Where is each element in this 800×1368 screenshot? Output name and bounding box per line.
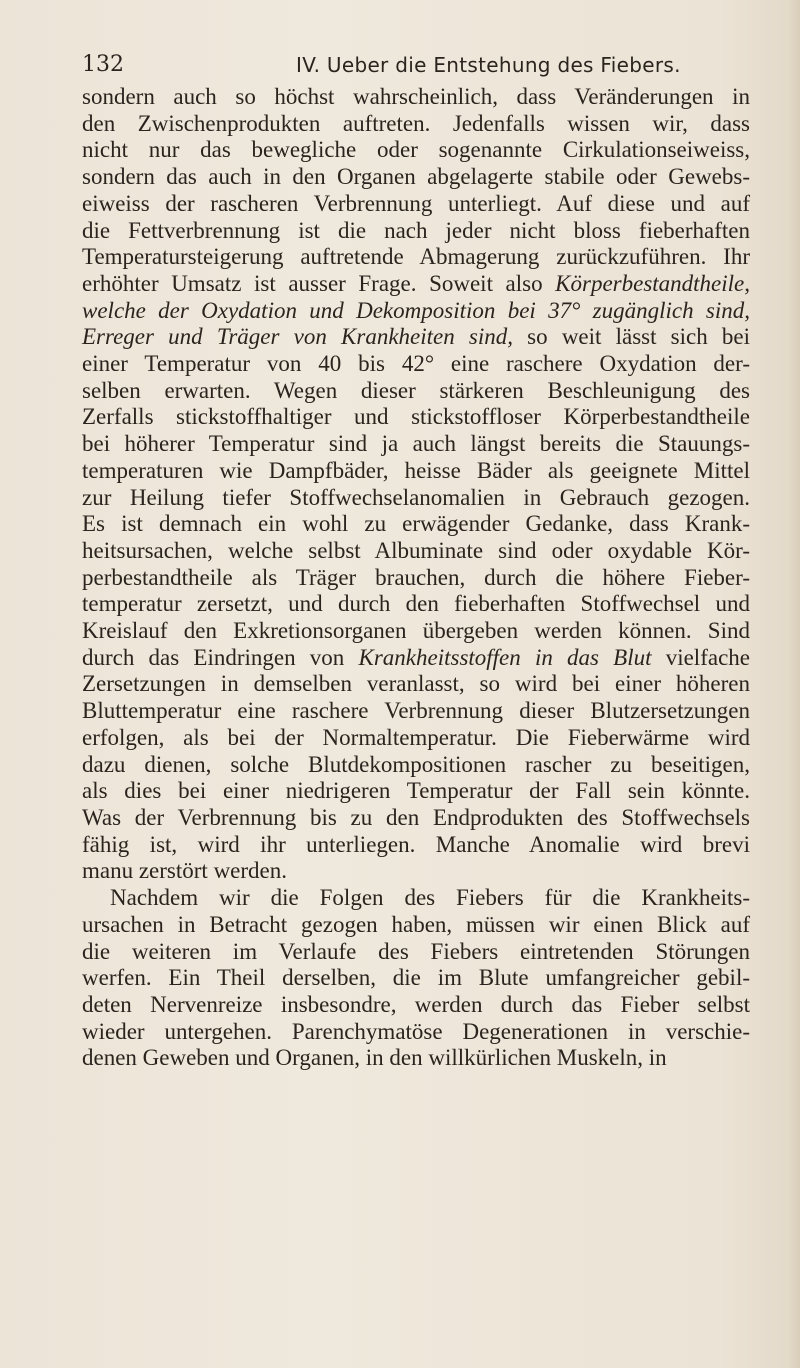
text-line [82,591,750,618]
text-segment: selben erwarten. Wegen dieser stärkeren Beschleunigung des [82,377,750,403]
text-line [82,271,750,298]
text-line [82,858,750,885]
text-segment: Nachdem wir die Folgen des Fiebers für die Krankheits- [110,885,750,911]
text-segment: Was der Verbrennung bis zu den Endprodukten des Stoffwechsels [82,804,750,830]
text-line [82,378,750,405]
text-line [82,725,750,752]
text-line [82,992,750,1019]
text-segment: manu zerstört werden. [82,858,288,884]
text-segment: eiweiss der rascheren Verbrennung unterliegt. Auf diese und auf [82,190,750,216]
text-segment: deten Nervenreize insbesondre, werden durch das Fieber selbst [82,991,750,1017]
text-segment: temperatur zersetzt, und durch den fieberhaften Stoffwechsel und [82,591,750,617]
italic-segment: Körperbestandtheile, [555,270,750,296]
text-segment: die weiteren im Verlaufe des Fiebers eintretenden Störungen [82,938,750,964]
text-line [82,885,750,912]
text-segment: ursachen in Betracht gezogen haben, müssen wir einen Blick auf [82,911,750,937]
italic-segment: Krankheitsstoffen in das Blut [358,644,652,670]
text-segment: Es ist demnach ein wohl zu erwägender Gedanke, dass Krank- [82,511,750,537]
text-segment: werfen. Ein Theil derselben, die im Blute umfangreicher gebil- [82,965,750,991]
text-line [82,965,750,992]
text-line [82,298,750,325]
text-line [82,111,750,138]
text-segment: dazu dienen, solche Blutdekompositionen rascher zu beseitigen, [82,751,750,777]
page-edge [786,0,800,1368]
text-line [82,191,750,218]
text-segment: als dies bei einer niedrigeren Temperatur der Fall sein könnte. [82,778,750,804]
italic-segment: Erreger und Träger von Krankheiten sind, [82,324,513,350]
page-number: 132 [82,52,124,77]
text-segment: Bluttemperatur eine raschere Verbrennung dieser Blutzersetzungen [82,698,750,724]
text-line [82,404,750,431]
text-line [82,244,750,271]
text-line [82,538,750,565]
text-line [82,511,750,538]
body-text [82,84,750,1072]
text-segment: nicht nur das bewegliche oder sogenannte Cirkulationseiweiss, [82,137,750,163]
text-segment: erhöhter Umsatz ist ausser Frage. Soweit also [82,270,556,296]
text-line [82,84,750,111]
text-line [82,832,750,859]
text-segment: sondern das auch in den Organen abgelagerte stabile oder Gewebs- [82,164,750,190]
text-line [82,671,750,698]
text-line [82,645,750,672]
text-segment: die Fettverbrennung ist die nach jeder nicht bloss fieberhaften [82,217,750,243]
text-line [82,458,750,485]
text-segment: wieder untergehen. Parenchymatöse Degenerationen in verschie- [82,1018,750,1044]
text-line [82,939,750,966]
text-segment: so weit lässt sich bei [513,324,750,350]
page-header [82,48,732,82]
text-line [82,431,750,458]
text-line [82,805,750,832]
text-line [82,912,750,939]
text-segment: heitsursachen, welche selbst Albuminate sind oder oxydable Kör- [82,537,750,563]
text-line [82,1019,750,1046]
text-line [82,485,750,512]
text-segment: den Zwischenprodukten auftreten. Jedenfalls wissen wir, dass [82,110,750,136]
text-segment: vielfache [651,644,750,670]
text-line [82,218,750,245]
text-segment: durch das Eindringen von [82,644,359,670]
text-segment: Temperatursteigerung auftretende Abmagerung zurückzuführen. Ihr [82,244,750,270]
text-line [82,752,750,779]
text-line [82,698,750,725]
text-segment: einer Temperatur von 40 bis 42° eine raschere Oxydation der- [82,351,750,377]
text-segment: sondern auch so höchst wahrscheinlich, dass Veränderungen in [82,84,750,109]
text-segment: Zersetzungen in demselben veranlasst, so wird bei einer höheren [82,671,750,697]
text-line [82,324,750,351]
text-segment: denen Geweben und Organen, in den willkürlichen Muskeln, in [82,1045,667,1071]
italic-segment: welche der Oxydation und Dekomposition bei 37° zugänglich sind, [82,297,750,323]
text-line [82,565,750,592]
running-head: IV. Ueber die Entstehung des Fiebers. [296,53,681,77]
text-segment: Kreislauf den Exkretionsorganen übergeben werden können. Sind [82,618,750,644]
text-line [82,618,750,645]
text-line [82,778,750,805]
text-line [82,164,750,191]
text-segment: bei höherer Temperatur sind ja auch längst bereits die Stauungs- [82,431,750,457]
text-segment: fähig ist, wird ihr unterliegen. Manche Anomalie wird brevi [82,831,750,857]
text-segment: erfolgen, als bei der Normaltemperatur. Die Fieberwärme wird [82,724,750,750]
text-segment: zur Heilung tiefer Stoffwechselanomalien in Gebrauch gezogen. [82,484,750,510]
text-line [82,1045,750,1072]
text-segment: Zerfalls stickstoffhaltiger und stickstoffloser Körperbestandtheile [82,404,750,430]
text-line [82,351,750,378]
text-segment: temperaturen wie Dampfbäder, heisse Bäder als geeignete Mittel [82,457,750,483]
text-line [82,137,750,164]
text-segment: perbestandtheile als Träger brauchen, durch die höhere Fieber- [82,564,750,590]
